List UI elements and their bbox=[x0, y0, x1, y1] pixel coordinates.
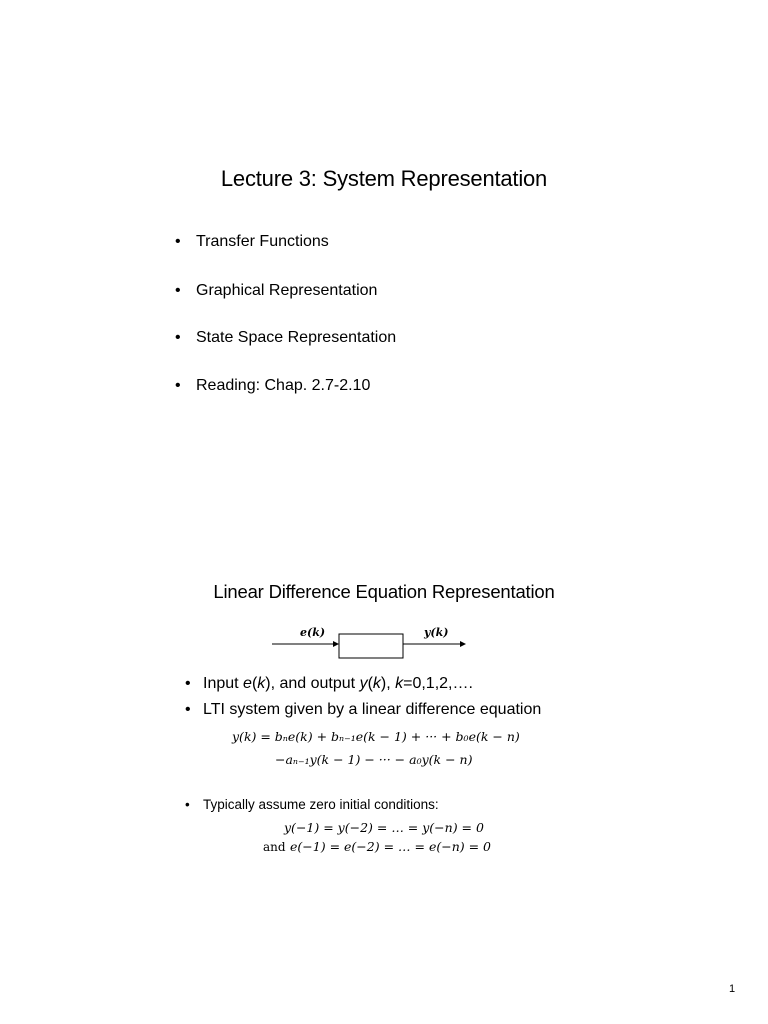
var-k: k bbox=[257, 675, 266, 692]
bullet-dot: • bbox=[185, 675, 191, 692]
slide1-title: Lecture 3: System Representation bbox=[220, 166, 548, 191]
slide2-bullet-lti bbox=[185, 701, 541, 719]
bullet-text: =0,1,2,…. bbox=[403, 675, 473, 692]
bullet-text: Transfer Functions bbox=[196, 233, 329, 250]
var-k: k bbox=[395, 675, 404, 692]
bullet-text: Typically assume zero initial conditions: bbox=[203, 797, 439, 812]
difference-equation-line1: y(k) = bₙe(k) + bₙ₋₁e(k − 1) + ··· + b₀e(k − n) bbox=[232, 729, 520, 744]
bullet-dot: • bbox=[175, 329, 181, 346]
bullet-text: ), and output bbox=[265, 675, 360, 692]
bullet-text: State Space Representation bbox=[196, 329, 397, 346]
bullet-text: Reading: Chap. 2.7-2.10 bbox=[196, 377, 371, 394]
initial-conditions-e: e(−1) = e(−2) = … = e(−n) = 0 bbox=[290, 839, 491, 854]
output-arrowhead bbox=[460, 641, 466, 647]
var-y: y bbox=[359, 675, 368, 692]
bullet-dot: • bbox=[175, 233, 181, 250]
bullet-text: Input bbox=[203, 675, 244, 692]
initial-conditions-y: y(−1) = y(−2) = … = y(−n) = 0 bbox=[284, 820, 484, 835]
bullet-dot: • bbox=[175, 282, 181, 299]
slide1-bullet-reading bbox=[175, 377, 370, 395]
slide2-title: Linear Difference Equation Representation bbox=[213, 581, 555, 602]
bullet-text: LTI system given by a linear difference equation bbox=[203, 701, 542, 718]
slide1-bullet-graphical bbox=[175, 282, 377, 300]
bullet-dot: • bbox=[185, 701, 191, 718]
bullet-dot: • bbox=[175, 377, 181, 394]
input-label: e(k) bbox=[300, 626, 326, 639]
bullet-text: Graphical Representation bbox=[196, 282, 378, 299]
initial-conditions-e-row bbox=[263, 838, 491, 856]
var-e: e bbox=[243, 675, 252, 692]
slide1-bullet-state-space bbox=[175, 329, 396, 347]
var-k: k bbox=[372, 675, 381, 692]
system-block bbox=[339, 634, 403, 658]
and-word: and bbox=[263, 840, 286, 854]
difference-equation-line2: −aₙ₋₁y(k − 1) − ··· − a₀y(k − n) bbox=[275, 752, 473, 767]
input-arrowhead bbox=[333, 641, 339, 647]
slide2-bullet-input: • Input e(k), and output y(k), k=0,1,2,…. bbox=[185, 675, 473, 692]
slide1-bullet-transfer-functions bbox=[175, 233, 329, 251]
page-number: 1 bbox=[729, 983, 736, 995]
slide2-bullet-initial-conditions bbox=[185, 797, 439, 812]
bullet-text: ), bbox=[380, 675, 396, 692]
bullet-dot: • bbox=[185, 797, 190, 812]
output-label: y(k) bbox=[424, 626, 449, 639]
